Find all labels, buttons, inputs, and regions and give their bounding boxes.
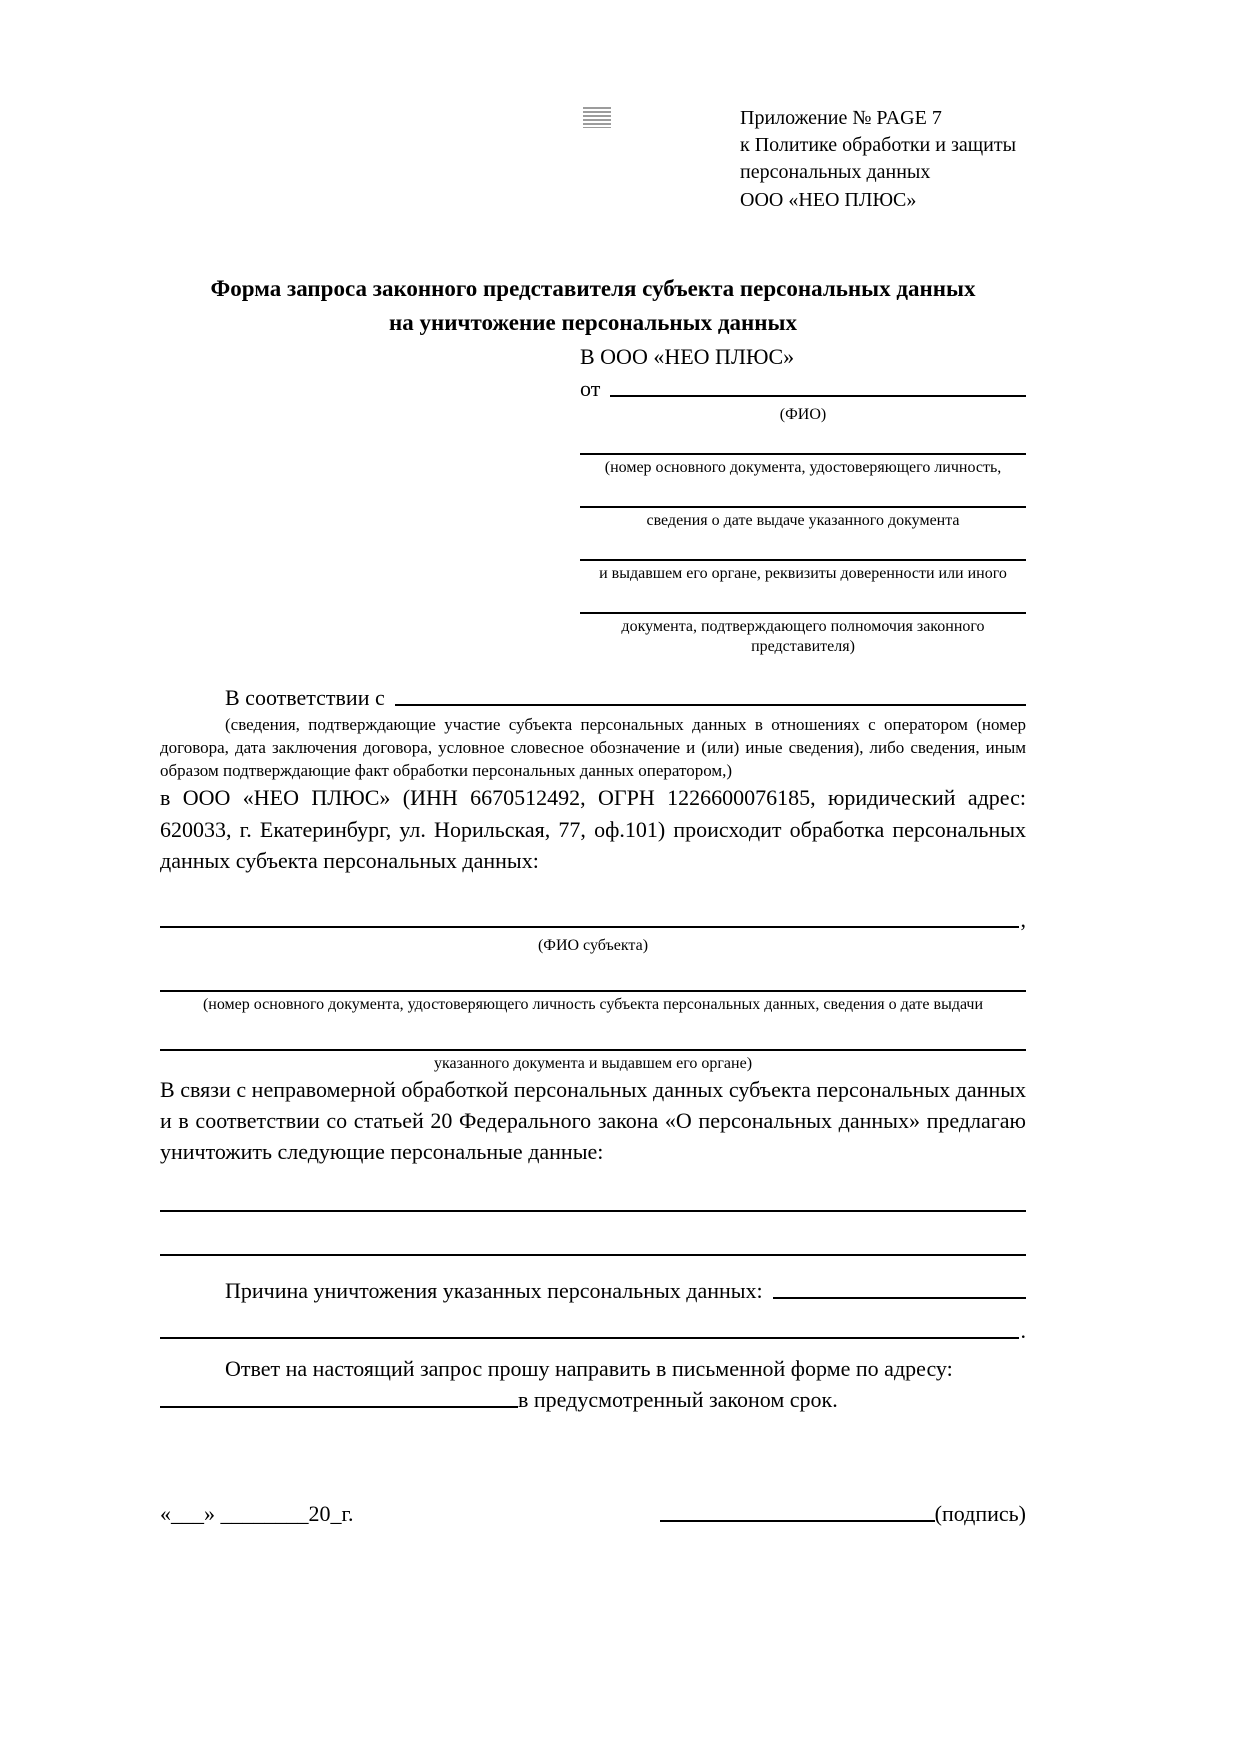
response-paragraph: Ответ на настоящий запрос прошу направить в письменной форме по адресу: xyxy=(225,1355,953,1381)
field-code-marker-icon xyxy=(583,107,611,128)
page-title-line-1: Форма запроса законного представителя субъекта персональных данных xyxy=(210,275,976,301)
authority-doc-caption: документа, подтверждающего полномочия законного представителя) xyxy=(621,618,985,656)
data-blank-line-2 xyxy=(160,1254,1026,1256)
header-line-company: ООО «НЕО ПЛЮС» xyxy=(740,188,917,211)
header-line-appendix: Приложение № PAGE 7 xyxy=(740,107,942,129)
page-title-line-2: на уничтожение персональных данных xyxy=(389,310,797,336)
signature-line xyxy=(660,1520,935,1522)
reason-period: . xyxy=(1020,1317,1026,1343)
footer-row xyxy=(160,1501,1026,1527)
page-title xyxy=(160,272,1026,341)
subject-doc-caption-1: (номер основного документа, удостоверяющего личность субъекта персональных данных, сведения о дате выдачи xyxy=(202,995,984,1013)
subject-doc-blank-line-1 xyxy=(160,990,1026,992)
signature-caption: (подпись) xyxy=(934,1500,1026,1526)
issuer-caption: и выдавшем его органе, реквизиты доверенности или иного xyxy=(599,565,1007,583)
reason-blank-line xyxy=(773,1297,1026,1299)
header-line-personal-data: персональных данных xyxy=(740,161,931,184)
subject-fio-caption: (ФИО субъекта) xyxy=(537,936,649,954)
subject-doc-blank-line-2 xyxy=(160,1049,1026,1051)
accordance-row xyxy=(160,685,1026,711)
date-field: «___» ________20_г. xyxy=(160,1500,354,1526)
subject-doc-caption-2: указанного документа и выдавшем его органе) xyxy=(433,1054,753,1072)
operator-paragraph: в ООО «НЕО ПЛЮС» (ИНН 6670512492, ОГРН 1226600076185, юридический адрес: 620033, г. Екатеринбург, ул. Норильская, 77, оф.101) происходит обработка персональных данных субъекта персональных данных: xyxy=(160,785,1026,874)
reason-row xyxy=(160,1278,1026,1304)
doc-number-caption: (номер основного документа, удостоверяющего личность, xyxy=(604,459,1002,477)
fio-caption: (ФИО) xyxy=(779,406,827,424)
accordance-label: В соответствии с xyxy=(225,685,385,711)
from-row xyxy=(580,376,1026,402)
destroy-paragraph: В связи с неправомерной обработкой персональных данных субъекта персональных данных и в соответствии со статьей 20 Федерального закона «О персональных данных» предлагаю уничтожить следующие персональные данные: xyxy=(160,1076,1026,1165)
subject-fio-blank-line xyxy=(160,926,1019,928)
reason-blank-line-2 xyxy=(160,1337,1019,1339)
issuer-blank-line xyxy=(580,559,1026,561)
issue-date-caption: сведения о дате выдаче указанного документа xyxy=(646,512,960,530)
doc-number-blank-line xyxy=(580,453,1026,455)
header-block xyxy=(740,105,1026,214)
accordance-blank-line xyxy=(395,704,1026,706)
data-blank-line-1 xyxy=(160,1210,1026,1212)
addressee-company: В ООО «НЕО ПЛЮС» xyxy=(580,343,795,369)
from-label: от xyxy=(580,376,601,402)
response-tail: в предусмотренный законом срок. xyxy=(518,1386,838,1412)
accordance-note: (сведения, подтверждающие участие субъекта персональных данных в отношениях с оператором (номер договора, дата заключения договора, условное словесное обозначение и (или) иные сведения), либо сведения, иным образом подтверждающие факт обработки персональных данных оператором,) xyxy=(160,715,1026,780)
subject-fio-suffix: , xyxy=(1020,906,1026,932)
header-line-policy: к Политике обработки и защиты xyxy=(740,134,1017,157)
response-address-row xyxy=(160,1387,1026,1413)
address-blank-line xyxy=(160,1406,518,1408)
reason-label: Причина уничтожения указанных персональных данных: xyxy=(225,1277,763,1303)
fio-blank-line xyxy=(610,395,1026,397)
issue-date-blank-line xyxy=(580,506,1026,508)
reason-row-2 xyxy=(160,1318,1026,1344)
subject-fio-row xyxy=(160,907,1026,933)
addressee-block xyxy=(580,343,1026,658)
authority-doc-blank-line xyxy=(580,612,1026,614)
